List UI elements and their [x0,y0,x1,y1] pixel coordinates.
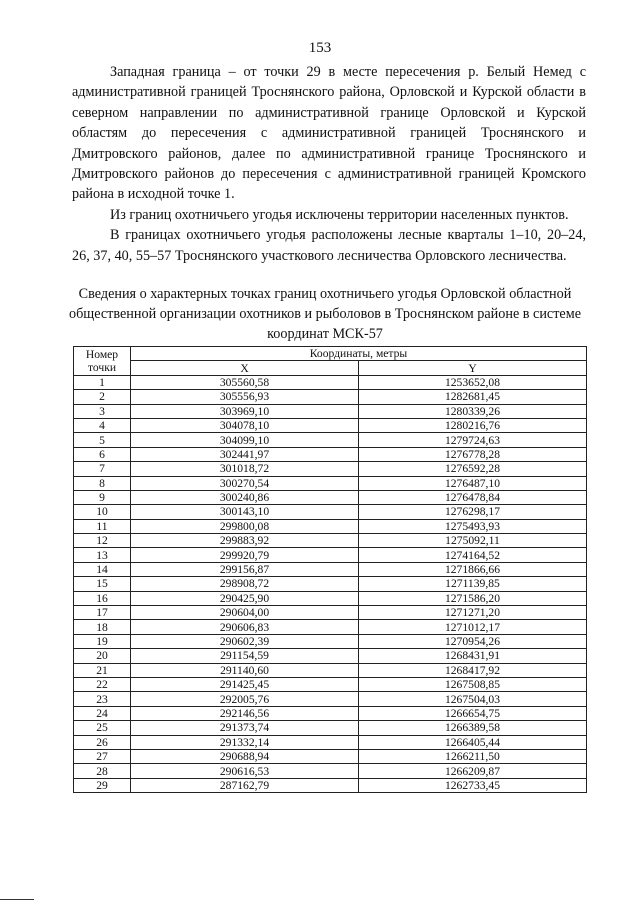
x-coordinate-cell: 291425,45 [131,677,359,691]
point-number-cell: 4 [74,418,131,432]
x-coordinate-cell: 301018,72 [131,462,359,476]
table-row [74,490,587,504]
coordinates-table-body [74,375,587,792]
x-coordinate-cell: 305556,93 [131,390,359,404]
table-row [74,375,587,389]
table-row [74,577,587,591]
table-row [74,649,587,663]
x-coordinate-cell: 291373,74 [131,721,359,735]
y-coordinate-cell: 1262733,45 [359,778,587,792]
page-edge-mark [0,899,34,900]
x-coordinate-cell: 304099,10 [131,433,359,447]
y-coordinate-cell: 1282681,45 [359,390,587,404]
x-coordinate-cell: 290602,39 [131,634,359,648]
paragraph-forest-quarters: В границах охотничьего угодья расположены лесные кварталы 1–10, 20–24, 26, 37, 40, 55–57 Троснянского участкового лесничества Орловского лесничества. [72,227,586,264]
point-number-cell: 18 [74,620,131,634]
x-coordinate-cell: 304078,10 [131,418,359,432]
x-coordinate-cell: 299156,87 [131,562,359,576]
point-number-cell: 24 [74,706,131,720]
table-row [74,721,587,735]
y-coordinate-cell: 1276778,28 [359,447,587,461]
point-number-cell: 25 [74,721,131,735]
x-coordinate-cell: 302441,97 [131,447,359,461]
y-coordinate-cell: 1266654,75 [359,706,587,720]
x-coordinate-cell: 290604,00 [131,606,359,620]
point-number-cell: 17 [74,606,131,620]
point-number-cell: 9 [74,490,131,504]
point-number-cell: 2 [74,390,131,404]
table-row [74,562,587,576]
y-coordinate-cell: 1276298,17 [359,505,587,519]
x-coordinate-cell: 290606,83 [131,620,359,634]
table-row [74,418,587,432]
y-coordinate-cell: 1276487,10 [359,476,587,490]
x-coordinate-cell: 290616,53 [131,764,359,778]
table-row [74,735,587,749]
y-coordinate-cell: 1280339,26 [359,404,587,418]
table-row [74,606,587,620]
table-row [74,447,587,461]
y-coordinate-cell: 1266209,87 [359,764,587,778]
table-row [74,591,587,605]
x-coordinate-cell: 300143,10 [131,505,359,519]
x-coordinate-cell: 299920,79 [131,548,359,562]
x-coordinate-cell: 298908,72 [131,577,359,591]
header-point-number: Номер точки [74,347,131,376]
point-number-cell: 10 [74,505,131,519]
y-coordinate-cell: 1271866,66 [359,562,587,576]
point-number-cell: 5 [74,433,131,447]
x-coordinate-cell: 291154,59 [131,649,359,663]
y-coordinate-cell: 1271271,20 [359,606,587,620]
y-coordinate-cell: 1271586,20 [359,591,587,605]
y-coordinate-cell: 1276592,28 [359,462,587,476]
y-coordinate-cell: 1276478,84 [359,490,587,504]
point-number-cell: 3 [74,404,131,418]
table-title: Сведения о характерных точках границ охотничьего угодья Орловской областной общественной организации охотников и рыболовов в Троснянском районе в системе координат МСК-57 [69,286,581,342]
point-number-cell: 13 [74,548,131,562]
point-number-cell: 1 [74,375,131,389]
y-coordinate-cell: 1266389,58 [359,721,587,735]
header-y: Y [359,361,587,375]
table-row [74,519,587,533]
x-coordinate-cell: 299800,08 [131,519,359,533]
table-row [74,677,587,691]
x-coordinate-cell: 290688,94 [131,749,359,763]
table-row [74,462,587,476]
point-number-cell: 14 [74,562,131,576]
paragraph-excluded-territories: Из границ охотничьего угодья исключены территории населенных пунктов. [110,206,569,223]
point-number-cell: 19 [74,634,131,648]
point-number-cell: 29 [74,778,131,792]
y-coordinate-cell: 1268431,91 [359,649,587,663]
y-coordinate-cell: 1279724,63 [359,433,587,447]
table-row [74,764,587,778]
point-number-cell: 26 [74,735,131,749]
x-coordinate-cell: 290425,90 [131,591,359,605]
x-coordinate-cell: 287162,79 [131,778,359,792]
y-coordinate-cell: 1266405,44 [359,735,587,749]
y-coordinate-cell: 1275493,93 [359,519,587,533]
point-number-cell: 28 [74,764,131,778]
point-number-cell: 20 [74,649,131,663]
table-row [74,749,587,763]
y-coordinate-cell: 1253652,08 [359,375,587,389]
table-row [74,663,587,677]
point-number-cell: 23 [74,692,131,706]
x-coordinate-cell: 303969,10 [131,404,359,418]
x-coordinate-cell: 299883,92 [131,534,359,548]
x-coordinate-cell: 291332,14 [131,735,359,749]
point-number-cell: 11 [74,519,131,533]
x-coordinate-cell: 300240,86 [131,490,359,504]
coordinates-table [73,346,587,793]
body-text [72,62,586,266]
table-row [74,534,587,548]
table-row [74,620,587,634]
table-row [74,634,587,648]
table-row [74,404,587,418]
y-coordinate-cell: 1275092,11 [359,534,587,548]
x-coordinate-cell: 300270,54 [131,476,359,490]
point-number-cell: 6 [74,447,131,461]
table-row [74,778,587,792]
table-row [74,476,587,490]
y-coordinate-cell: 1267504,03 [359,692,587,706]
page-number: 153 [308,40,332,56]
table-row [74,692,587,706]
point-number-cell: 16 [74,591,131,605]
table-row [74,548,587,562]
point-number-cell: 21 [74,663,131,677]
table-row [74,433,587,447]
y-coordinate-cell: 1271139,85 [359,577,587,591]
header-x: X [131,361,359,375]
y-coordinate-cell: 1270954,26 [359,634,587,648]
x-coordinate-cell: 292146,56 [131,706,359,720]
point-number-cell: 22 [74,677,131,691]
point-number-cell: 12 [74,534,131,548]
paragraph-western-border: Западная граница – от точки 29 в месте пересечения р. Белый Немед с административной границей Троснянского района, Орловской и Курской области в северном направлении по административной границе Орловской и Курской областям до пересечения с административной границей Троснянского и Дмитровского районов, далее по административной границе Троснянского и Дмитровского районов до пересечения с административной границей Кромского района в исходной точке 1. [72,64,586,203]
x-coordinate-cell: 305560,58 [131,375,359,389]
point-number-cell: 8 [74,476,131,490]
header-coordinates: Координаты, метры [131,347,587,361]
point-number-cell: 27 [74,749,131,763]
table-row [74,706,587,720]
y-coordinate-cell: 1268417,92 [359,663,587,677]
point-number-cell: 15 [74,577,131,591]
y-coordinate-cell: 1271012,17 [359,620,587,634]
table-row [74,390,587,404]
y-coordinate-cell: 1274164,52 [359,548,587,562]
x-coordinate-cell: 291140,60 [131,663,359,677]
y-coordinate-cell: 1267508,85 [359,677,587,691]
table-row [74,505,587,519]
point-number-cell: 7 [74,462,131,476]
y-coordinate-cell: 1280216,76 [359,418,587,432]
x-coordinate-cell: 292005,76 [131,692,359,706]
y-coordinate-cell: 1266211,50 [359,749,587,763]
